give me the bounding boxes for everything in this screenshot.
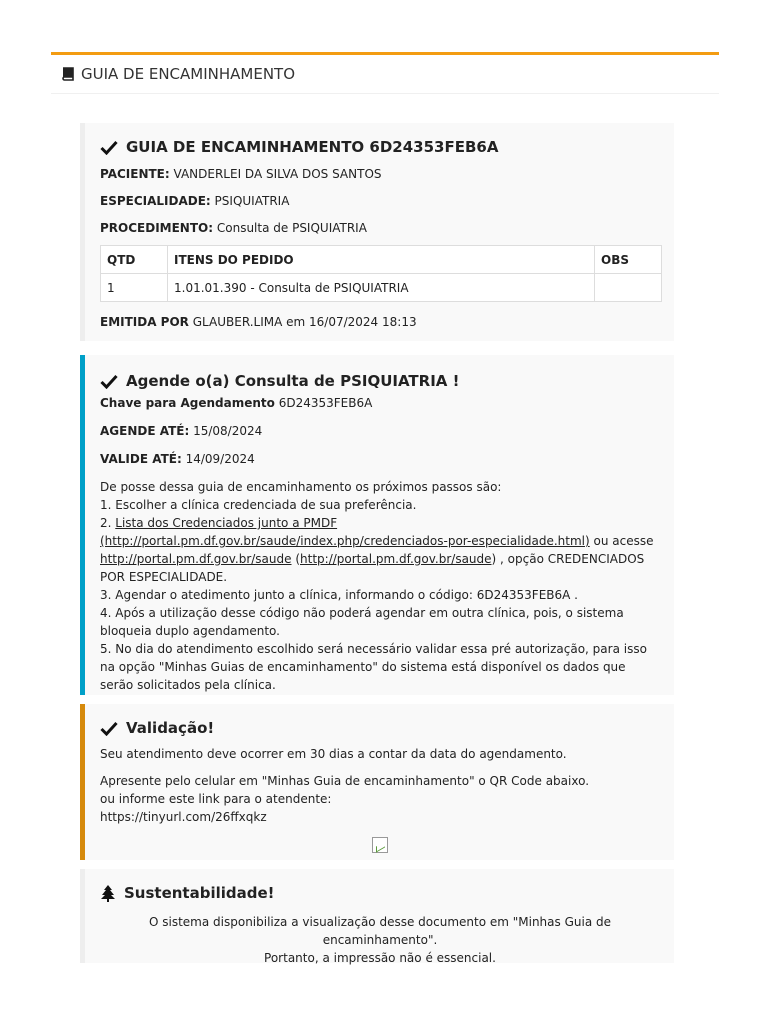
sustentabilidade-text: O sistema disponibiliza a visualização desse documento em "Minhas Guia de encaminhamento". Portanto, a impressão não é essencial. [148,915,611,965]
check-icon [100,374,118,389]
guia-callout [80,123,674,341]
broken-image-icon [372,837,388,853]
page-title: GUIA DE ENCAMINHAMENTO [81,65,296,83]
chave-line: Chave para Agendamento 6D24353FEB6A [100,396,373,410]
credenciados-link[interactable]: Lista dos Credenciados junto a PMDF (http://portal.pm.df.gov.br/saude/index.php/credenciados-por-especialidade.html) [100,516,590,548]
portal-saude-link-2[interactable]: http://portal.pm.df.gov.br/saude [300,552,492,566]
validacao-callout [80,704,674,860]
table-row: 1 1.01.01.390 - Consulta de PSIQUIATRIA [101,274,662,302]
portal-saude-link[interactable]: http://portal.pm.df.gov.br/saude [100,552,292,566]
agende-title: Agende o(a) Consulta de PSIQUIATRIA ! [100,369,660,393]
box-header [51,55,719,94]
check-icon [100,140,118,155]
emitida-line: EMITIDA POR GLAUBER.LIMA em 16/07/2024 18:13 [100,315,417,329]
tinyurl-link[interactable]: https://tinyurl.com/26ffxqkz [100,810,267,824]
table-header-row: QTD ITENS DO PEDIDO OBS [101,246,662,274]
main-box [51,52,719,94]
procedimento-line: PROCEDIMENTO: Consulta de PSIQUIATRIA [100,221,367,235]
agende-callout [80,355,674,695]
tree-icon [100,885,116,902]
items-table [100,245,662,302]
especialidade-line: ESPECIALIDADE: PSIQUIATRIA [100,194,290,208]
paciente-line: PACIENTE: VANDERLEI DA SILVA DOS SANTOS [100,167,382,181]
qr-code-image [100,837,660,858]
sustentabilidade-title: Sustentabilidade! [100,881,660,905]
agende-ate-line: AGENDE ATÉ: 15/08/2024 [100,424,263,438]
sustentabilidade-callout [80,869,674,963]
validacao-title: Validação! [100,716,660,740]
validacao-instructions: Apresente pelo celular em "Minhas Guia de encaminhamento" o QR Code abaixo. ou informe este link para o atendente: https://tinyurl.com/26ffxqkz [100,772,660,826]
guia-title: GUIA DE ENCAMINHAMENTO 6D24353FEB6A [100,135,660,159]
book-icon [61,67,76,82]
check-icon [100,721,118,736]
step2: 2. Lista dos Credenciados junto a PMDF (http://portal.pm.df.gov.br/saude/index.php/credenciados-por-especialidade.html) ou acesse http://portal.pm.df.gov.br/saude (http://portal.pm.df.gov.br/saude) , opção CREDENCIADOS POR ESPECIALIDADE. [100,516,654,584]
validacao-text: Seu atendimento deve ocorrer em 30 dias a contar da data do agendamento. [100,747,567,761]
valide-ate-line: VALIDE ATÉ: 14/09/2024 [100,452,255,466]
steps-text: De posse dessa guia de encaminhamento os próximos passos são: 1. Escolher a clínica credenciada de sua preferência. 2. Lista dos Credenciados junto a PMDF (http://portal.pm.df.gov.br/saude/index.php/credenciados-por-especialidade.html) ou acesse http://portal.pm.df.gov.br/saude (http://portal.pm.df.gov.br/saude) , opção CREDENCIADOS POR ESPECIALIDADE. 3. Agendar o atedimento junto a clínica, informando o código: 6D24353FEB6A . 4. Após a utilização desse código não poderá agendar em outra clínica, pois, o sistema bloqueia duplo agendamento. 5. No dia do atendimento escolhido será necessário validar essa pré autorização, para isso na opção "Minhas Guias de encaminhamento" do sistema está disponível os dados que serão solicitados pela clínica. [100,478,660,694]
